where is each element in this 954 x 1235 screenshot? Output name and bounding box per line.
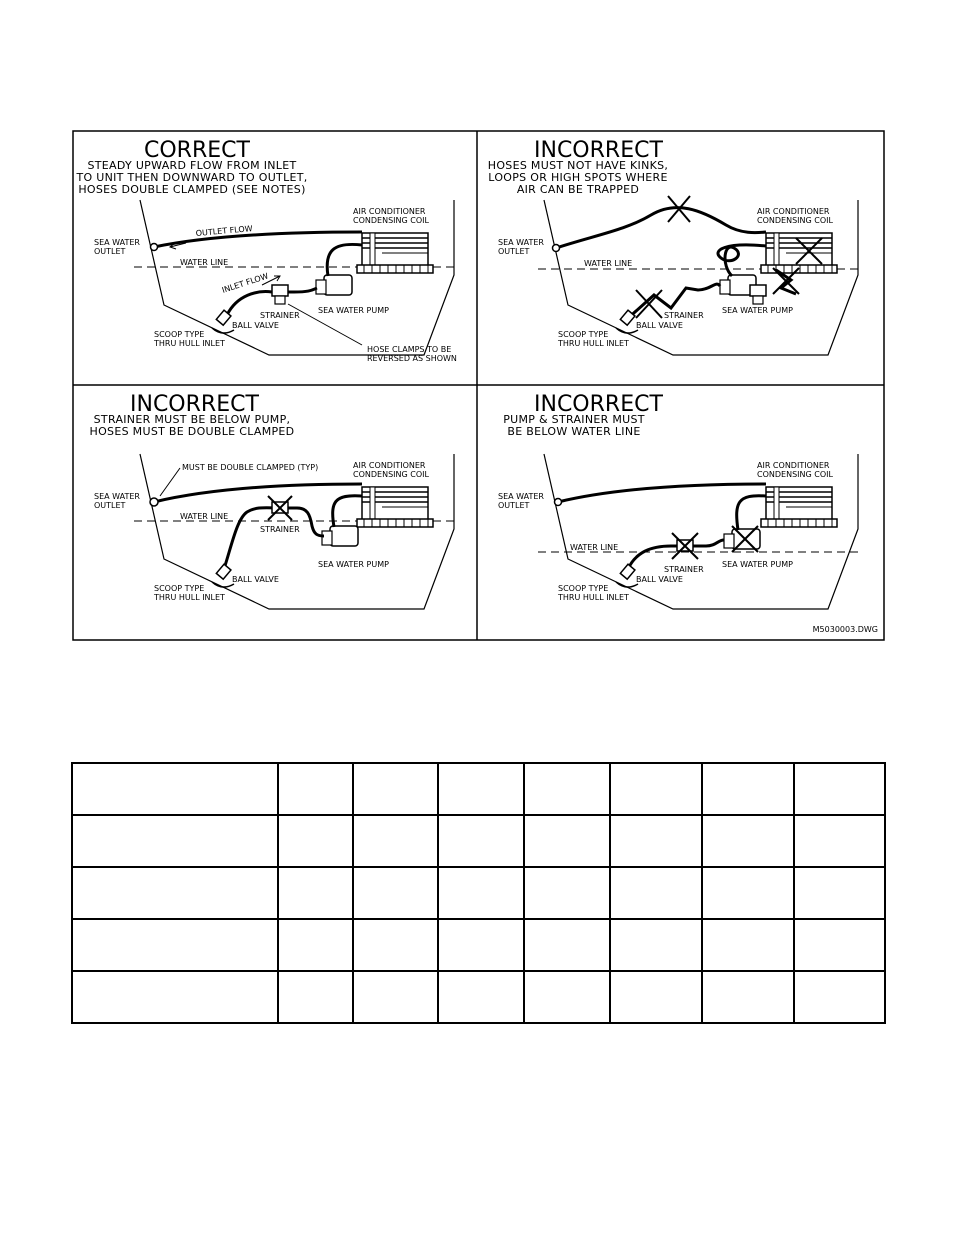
condensing-coil-unit: [761, 487, 837, 527]
strainer-bowl: [275, 296, 285, 304]
outlet-hose: [154, 232, 362, 247]
plumbing-diagram-figure: [72, 130, 885, 641]
label-ball-valve: BALL VALVE: [636, 321, 683, 330]
panel-subtitle-line: AIR CAN BE TRAPPED: [516, 183, 640, 196]
table-cell: [353, 867, 438, 919]
table-row: [72, 971, 885, 1023]
outlet-hose-high-spot: [556, 208, 766, 248]
label-hose-clamps: HOSE CLAMPS TO BE: [367, 345, 452, 354]
label-sea-water-pump: SEA WATER PUMP: [318, 306, 389, 315]
table-cell: [438, 867, 524, 919]
sea-water-outlet-fitting: [555, 499, 562, 506]
strainer: [750, 285, 766, 296]
outlet-hose: [558, 484, 766, 502]
label-outlet: OUTLET: [94, 247, 126, 256]
label-strainer: STRAINER: [260, 525, 300, 534]
scoop-inlet: [212, 328, 234, 333]
drawing-number: M5030003.DWG: [812, 625, 878, 634]
scoop-inlet: [616, 582, 638, 587]
table-row: [72, 763, 885, 815]
label-scoop-type: SCOOP TYPE: [558, 584, 609, 593]
pump-inlet: [720, 280, 730, 294]
label-sea-water: SEA WATER: [94, 492, 140, 501]
label-thru-hull-inlet: THRU HULL INLET: [154, 593, 225, 602]
panel-subtitle-line: LOOPS OR HIGH SPOTS WHERE: [488, 171, 668, 184]
table-cell: [794, 815, 885, 867]
double-clamp-leader: [160, 468, 180, 496]
panel-incorrect-strainer: [90, 392, 457, 609]
table-cell: [72, 919, 278, 971]
panel-subtitle-line: HOSES MUST BE DOUBLE CLAMPED: [89, 425, 295, 438]
label-scoop-type: SCOOP TYPE: [558, 330, 609, 339]
table-cell: [702, 971, 794, 1023]
outlet-hose: [154, 484, 362, 502]
label-strainer: STRAINER: [664, 565, 704, 574]
pump-inlet: [316, 280, 326, 294]
table-cell: [524, 971, 610, 1023]
label-ball-valve: BALL VALVE: [232, 575, 279, 584]
label-ball-valve: BALL VALVE: [636, 575, 683, 584]
condensing-coil-unit: [357, 233, 433, 273]
table-cell: [72, 867, 278, 919]
inlet-hose: [224, 508, 324, 569]
label-air-conditioner: AIR CONDITIONER: [353, 207, 426, 216]
panel-correct: [75, 138, 457, 363]
panel-subtitle-line: STRAINER MUST BE BELOW PUMP,: [93, 413, 291, 426]
label-scoop-type: SCOOP TYPE: [154, 584, 205, 593]
panel-heading: CORRECT: [144, 138, 250, 163]
sea-water-outlet-fitting: [150, 498, 158, 506]
table-cell: [72, 763, 278, 815]
label-strainer: STRAINER: [260, 311, 300, 320]
table-cell: [702, 815, 794, 867]
label-condensing-coil: CONDENSING COIL: [757, 216, 833, 225]
ball-valve: [216, 564, 231, 579]
table-cell: [794, 867, 885, 919]
label-ball-valve: BALL VALVE: [232, 321, 279, 330]
sea-water-outlet-fitting: [553, 245, 560, 252]
looped-hose: [718, 245, 766, 276]
x-mark-kink-inlet: [636, 290, 662, 318]
table-cell: [438, 815, 524, 867]
table-cell: [524, 815, 610, 867]
pump-inlet: [724, 534, 734, 548]
strainer: [272, 285, 288, 296]
table-cell: [438, 919, 524, 971]
table-cell: [72, 815, 278, 867]
label-sea-water: SEA WATER: [94, 238, 140, 247]
label-reversed: REVERSED AS SHOWN: [367, 354, 457, 363]
scoop-inlet: [616, 328, 638, 333]
label-water-line: WATER LINE: [584, 259, 633, 268]
label-outlet: OUTLET: [94, 501, 126, 510]
table-cell: [702, 867, 794, 919]
label-water-line: WATER LINE: [570, 543, 619, 552]
label-thru-hull-inlet: THRU HULL INLET: [154, 339, 225, 348]
label-sea-water: SEA WATER: [498, 238, 544, 247]
table-row: [72, 919, 885, 971]
label-air-conditioner: AIR CONDITIONER: [757, 207, 830, 216]
table-cell: [702, 919, 794, 971]
table-cell: [610, 867, 702, 919]
panel-subtitle-line: HOSES DOUBLE CLAMPED (SEE NOTES): [78, 183, 306, 196]
condensing-coil-unit: [357, 487, 433, 527]
sea-water-pump: [324, 275, 352, 295]
label-outlet: OUTLET: [498, 501, 530, 510]
panel-subtitle-line: STEADY UPWARD FLOW FROM INLET: [87, 159, 297, 172]
table-cell: [438, 763, 524, 815]
table-cell: [438, 971, 524, 1023]
label-water-line: WATER LINE: [180, 512, 229, 521]
spec-table-body: [72, 763, 885, 1023]
label-water-line: WATER LINE: [180, 258, 229, 267]
table-row: [72, 815, 885, 867]
label-condensing-coil: CONDENSING COIL: [757, 470, 833, 479]
table-cell: [72, 971, 278, 1023]
panel-subtitle-line: TO UNIT THEN DOWNWARD TO OUTLET,: [76, 171, 308, 184]
sea-water-outlet-fitting: [151, 244, 158, 251]
panel-incorrect-water-line: [498, 392, 878, 634]
table-cell: [794, 919, 885, 971]
label-sea-water-pump: SEA WATER PUMP: [722, 306, 793, 315]
table-cell: [610, 971, 702, 1023]
table-cell: [524, 763, 610, 815]
table-cell: [610, 919, 702, 971]
strainer-bowl: [753, 296, 763, 304]
table-cell: [353, 971, 438, 1023]
label-strainer: STRAINER: [664, 311, 704, 320]
ball-valve: [620, 564, 635, 579]
table-cell: [353, 919, 438, 971]
panel-heading: INCORRECT: [534, 392, 663, 417]
table-cell: [278, 867, 353, 919]
label-scoop-type: SCOOP TYPE: [154, 330, 205, 339]
panel-subtitle-line: BE BELOW WATER LINE: [507, 425, 641, 438]
label-outlet-flow: OUTLET FLOW: [195, 224, 253, 238]
label-sea-water-pump: SEA WATER PUMP: [318, 560, 389, 569]
table-row: [72, 867, 885, 919]
table-cell: [353, 815, 438, 867]
table-cell: [278, 919, 353, 971]
table-cell: [702, 763, 794, 815]
table-cell: [278, 815, 353, 867]
table-cell: [794, 971, 885, 1023]
label-sea-water: SEA WATER: [498, 492, 544, 501]
label-sea-water-pump: SEA WATER PUMP: [722, 560, 793, 569]
table-cell: [610, 763, 702, 815]
panel-subtitle-line: HOSES MUST NOT HAVE KINKS,: [487, 159, 669, 172]
pump-inlet: [322, 531, 332, 545]
label-condensing-coil: CONDENSING COIL: [353, 216, 429, 225]
table-cell: [794, 763, 885, 815]
label-condensing-coil: CONDENSING COIL: [353, 470, 429, 479]
table-cell: [610, 815, 702, 867]
label-outlet: OUTLET: [498, 247, 530, 256]
table-cell: [353, 763, 438, 815]
label-thru-hull-inlet: THRU HULL INLET: [558, 593, 629, 602]
panel-subtitle-line: PUMP & STRAINER MUST: [503, 413, 645, 426]
sea-water-pump: [330, 526, 358, 546]
panel-incorrect-kinks: [488, 138, 861, 355]
label-air-conditioner: AIR CONDITIONER: [353, 461, 426, 470]
table-cell: [524, 867, 610, 919]
table-cell: [524, 919, 610, 971]
panel-heading: INCORRECT: [534, 138, 663, 163]
label-thru-hull-inlet: THRU HULL INLET: [558, 339, 629, 348]
panel-heading: INCORRECT: [130, 392, 259, 417]
table-cell: [278, 971, 353, 1023]
label-inlet-flow: INLET FLOW: [220, 271, 270, 295]
table-cell: [278, 763, 353, 815]
scoop-inlet: [212, 582, 234, 587]
diagram-svg: [72, 130, 885, 641]
condensing-coil-unit: [761, 233, 837, 273]
label-double-clamped: MUST BE DOUBLE CLAMPED (TYP): [182, 463, 319, 472]
spec-table: [71, 762, 886, 1024]
label-air-conditioner: AIR CONDITIONER: [757, 461, 830, 470]
